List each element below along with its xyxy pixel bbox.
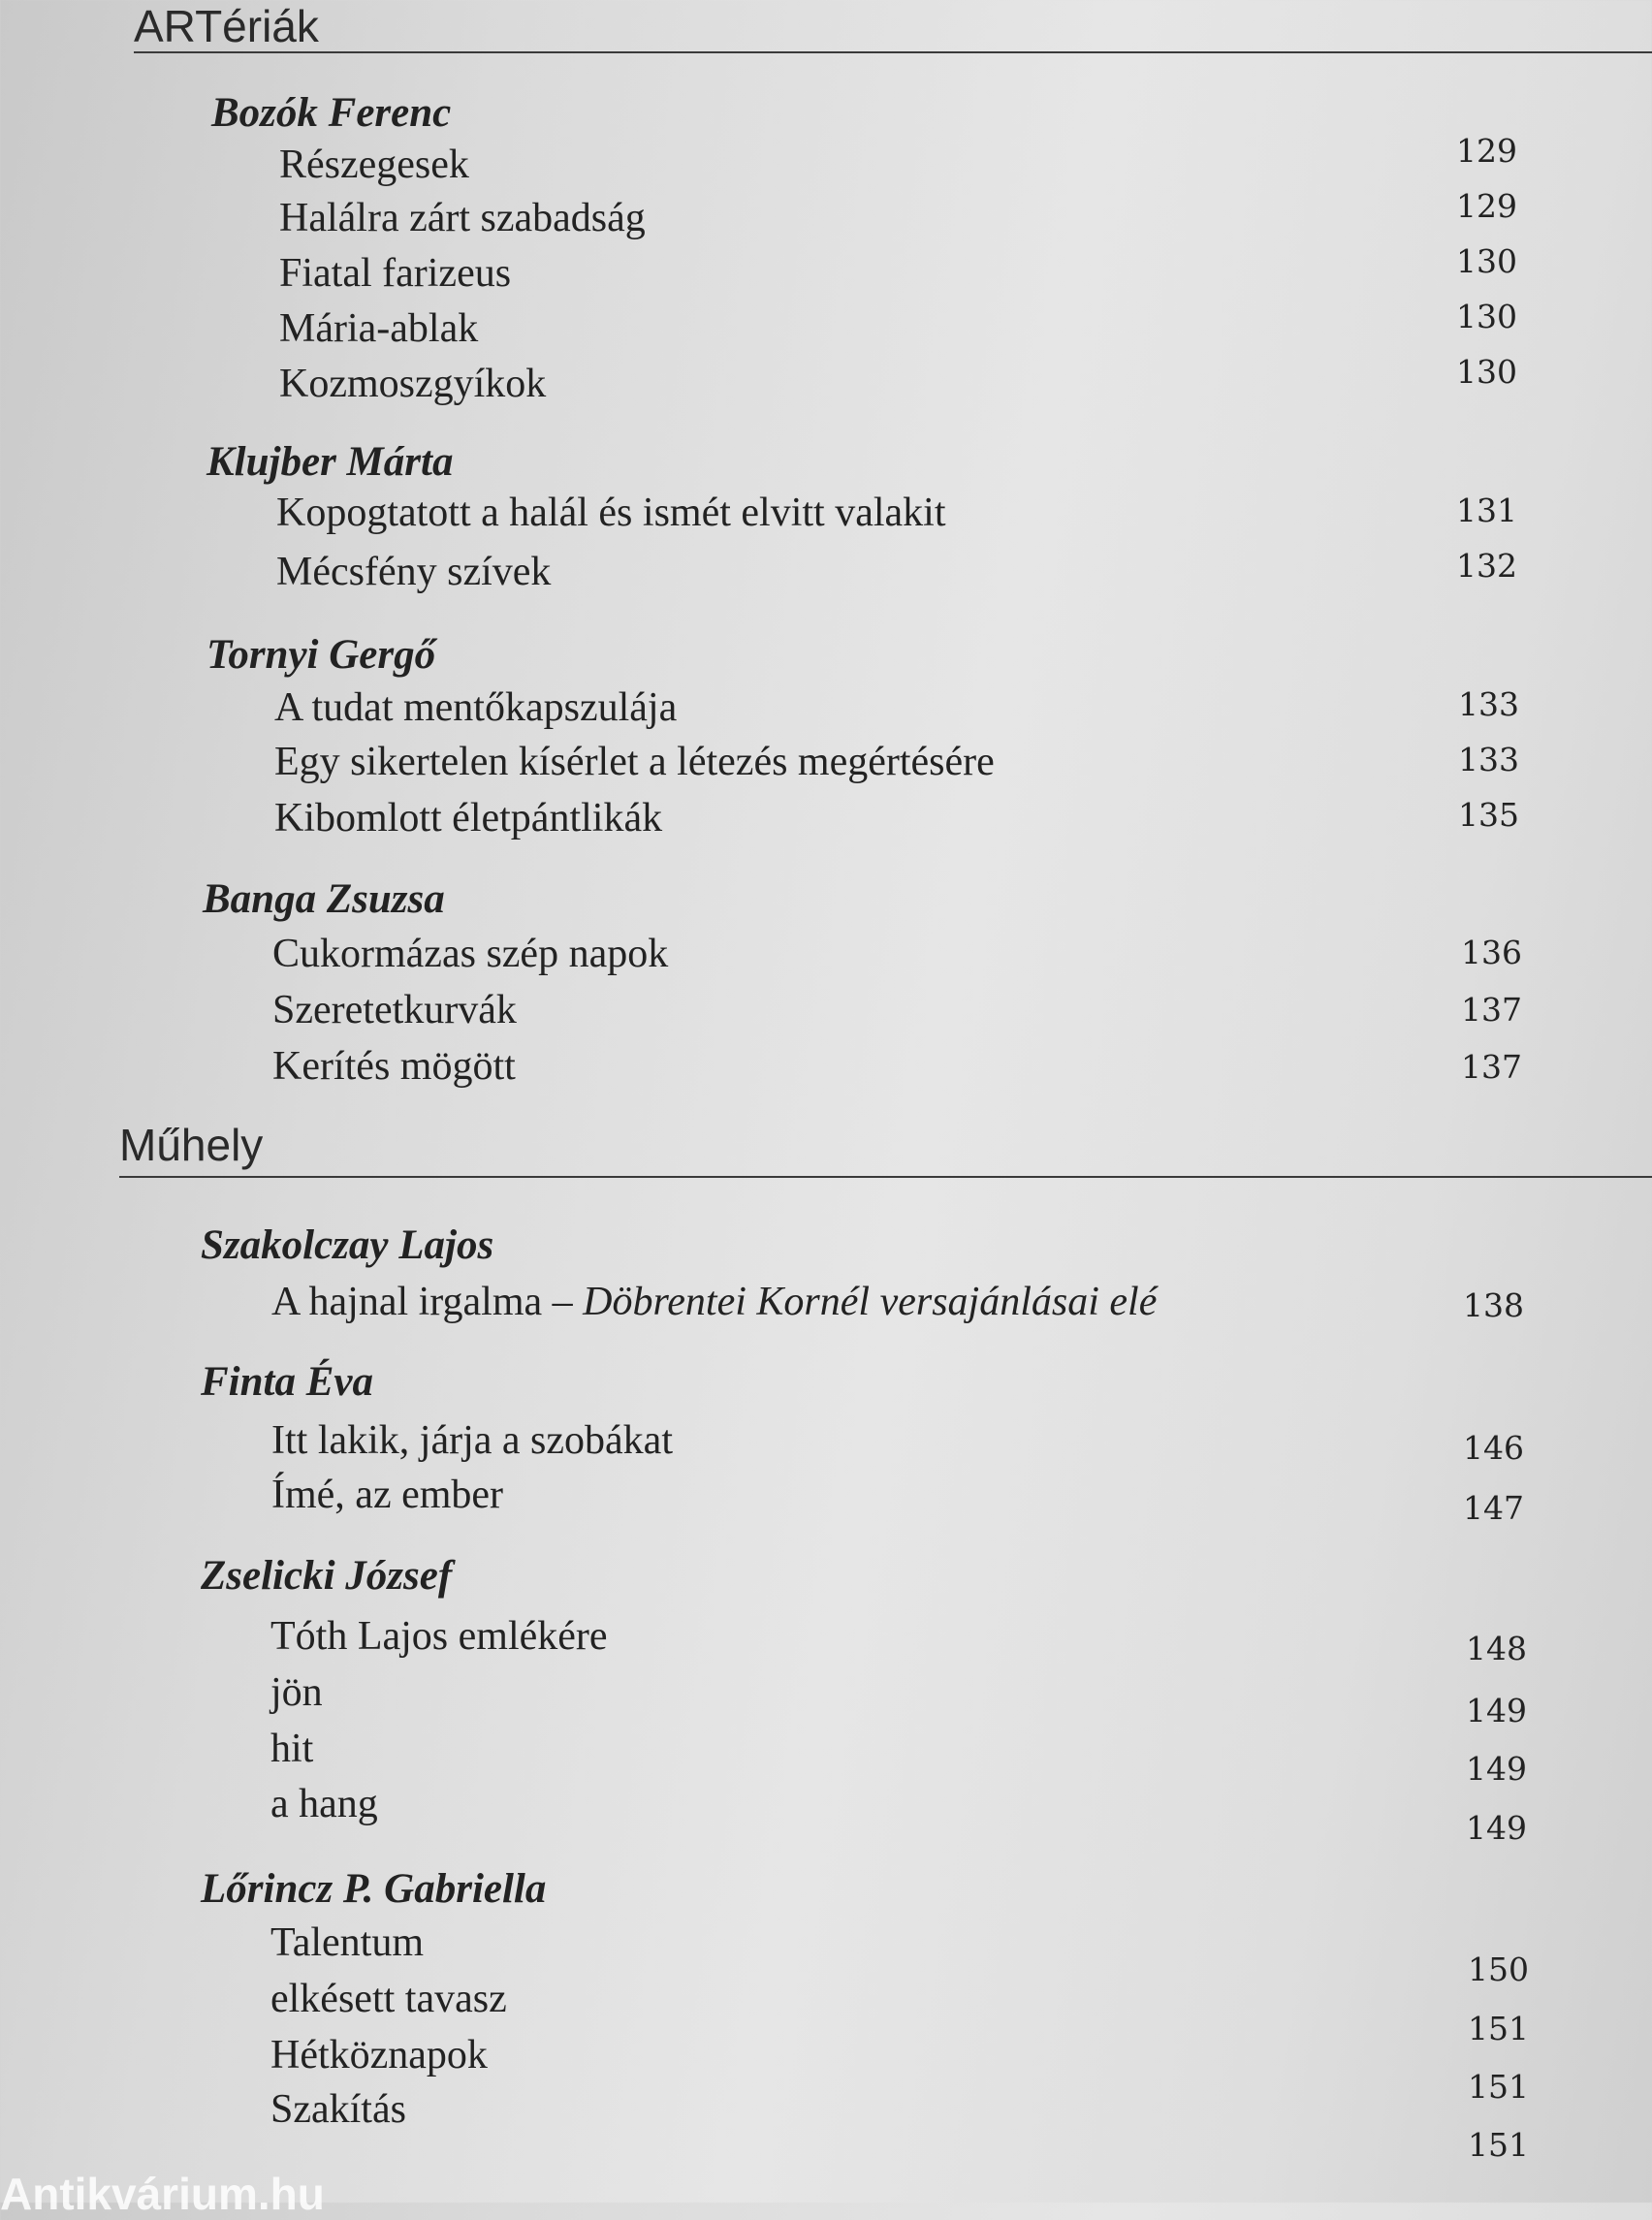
entry-page-number: 147 [1463, 1489, 1524, 1527]
entry-title: Halálra zárt szabadság [279, 196, 646, 240]
entry-title: Mécsfény szívek [276, 550, 552, 594]
entry-page-number: 151 [1468, 2010, 1529, 2047]
entry-title: Ímé, az ember [271, 1473, 504, 1517]
entry-page-number: 133 [1458, 741, 1519, 778]
entry-title: Talentum [270, 1920, 425, 1965]
entry-page-number: 137 [1461, 1048, 1522, 1086]
entry-page-number: 148 [1466, 1630, 1527, 1667]
entry-title: A tudat mentőkapszulája [274, 685, 678, 730]
entry-page-number: 130 [1456, 242, 1517, 280]
author-name: Szakolczay Lajos [201, 1222, 494, 1268]
entry-title: Egy sikertelen kísérlet a létezés megértésére [274, 740, 995, 784]
entry-title: elkésett tavasz [270, 1977, 507, 2021]
entry-page-number: 149 [1466, 1750, 1527, 1788]
entry-page-number: 151 [1468, 2126, 1529, 2164]
entry-title: Tóth Lajos emlékére [270, 1614, 608, 1659]
entry-title: Kibomlott életpántlikák [274, 796, 663, 840]
entry-page-number: 138 [1463, 1286, 1524, 1324]
entry-title: Itt lakik, járja a szobákat [271, 1418, 673, 1463]
author-name: Finta Éva [201, 1359, 374, 1405]
entry-title: Szeretetkurvák [272, 988, 517, 1032]
entry-title: Szakítás [270, 2087, 406, 2132]
entry-page-number: 136 [1461, 934, 1522, 971]
entry-page-number: 149 [1466, 1692, 1527, 1729]
entry-page-number: 149 [1466, 1809, 1527, 1847]
section-rule [119, 1176, 1652, 1178]
entry-page-number: 131 [1456, 492, 1517, 529]
entry-page-number: 150 [1468, 1950, 1529, 1988]
author-name: Bozók Ferenc [211, 90, 452, 136]
entry-page-number: 146 [1463, 1429, 1524, 1467]
author-name: Zselicki József [201, 1553, 453, 1599]
entry-title: Hétköznapok [270, 2033, 488, 2077]
entry-title: hit [270, 1727, 314, 1771]
author-name: Banga Zsuzsa [203, 876, 445, 922]
entry-page-number: 130 [1456, 353, 1517, 391]
entry-title: a hang [270, 1782, 378, 1826]
entry-page-number: 135 [1458, 796, 1519, 834]
section-rule [134, 51, 1652, 53]
entry-title: Kopogtatott a halál és ismét elvitt valakit [276, 491, 946, 535]
author-name: Tornyi Gergő [206, 632, 436, 678]
entry-page-number: 133 [1458, 685, 1519, 723]
entry-title [271, 1279, 1157, 1325]
entry-title: Fiatal farizeus [279, 251, 512, 296]
entry-title: Cukormázas szép napok [272, 932, 669, 976]
entry-title: Kozmoszgyíkok [279, 362, 547, 406]
entry-title: Kerítés mögött [272, 1044, 516, 1089]
entry-title-plain: A hajnal irgalma – [271, 1280, 584, 1324]
entry-page-number: 151 [1468, 2068, 1529, 2106]
entry-page-number: 132 [1456, 547, 1517, 585]
author-name: Klujber Márta [206, 439, 454, 485]
entry-page-number: 137 [1461, 991, 1522, 1029]
entry-title: jön [270, 1670, 323, 1715]
entry-title-italic: Döbrentei Kornél versajánlásai elé [583, 1280, 1158, 1324]
entry-page-number: 129 [1456, 187, 1517, 225]
entry-title: Részegesek [279, 143, 469, 187]
author-name: Lőrincz P. Gabriella [201, 1866, 547, 1912]
section-heading-arteriak: ARTériák [134, 1, 319, 51]
section-heading-muhely: Műhely [119, 1120, 264, 1170]
entry-title: Mária-ablak [279, 306, 479, 351]
watermark: Antikvárium.hu [0, 2169, 325, 2219]
entry-page-number: 129 [1456, 132, 1517, 170]
entry-page-number: 130 [1456, 298, 1517, 335]
